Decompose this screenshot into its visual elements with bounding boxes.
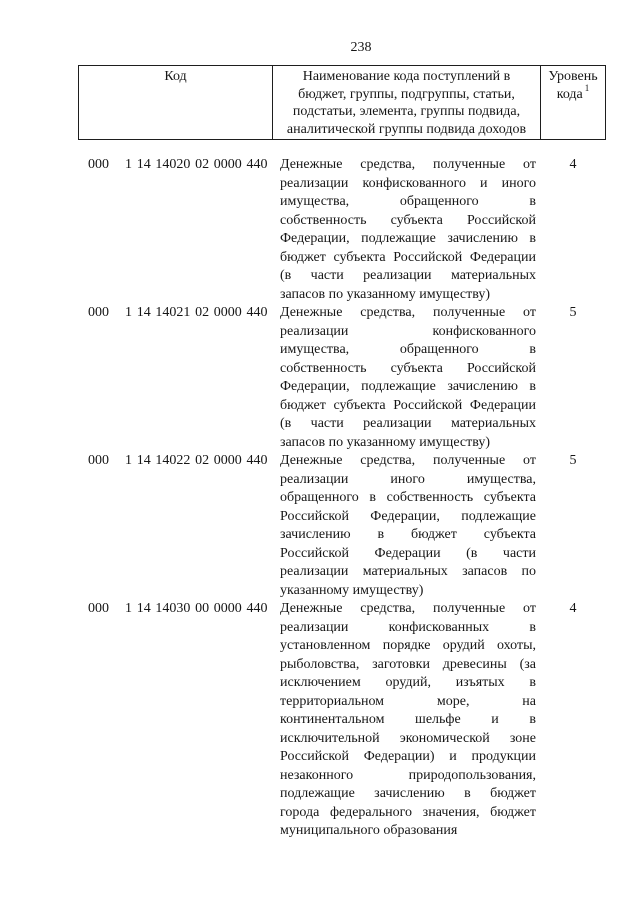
income-name-cell — [280, 304, 536, 452]
table-row — [0, 304, 640, 452]
name-line: собственность субъекта Российской — [280, 212, 536, 228]
admin-code-cell: 000 — [88, 157, 109, 172]
name-line: Российской Федерации (в части — [280, 545, 536, 561]
page-number: 238 — [350, 40, 372, 55]
name-line: подлежащие зачислению в бюджет — [280, 786, 536, 801]
name-line: бюджет субъекта Российской Федерации — [280, 397, 536, 413]
header-code-label: Код — [164, 69, 187, 84]
footnote-marker: 1 — [584, 82, 590, 93]
income-name-cell — [280, 600, 536, 841]
name-line: Денежные средства, полученные от — [280, 453, 536, 468]
name-line: бюджет субъекта Российской Федерации — [280, 249, 536, 265]
name-line: указанному имуществу) — [280, 582, 424, 598]
header-name-cell — [272, 66, 540, 139]
name-line: реализации иного имущества, — [280, 471, 536, 487]
name-line: континентальном шельфе и в — [280, 712, 536, 727]
level-cell: 4 — [569, 601, 577, 616]
name-line: запасов по указанному имуществу) — [280, 434, 491, 450]
name-line: города федерального значения, бюджет — [280, 804, 536, 820]
name-line: Денежные средства, полученные от — [280, 305, 536, 320]
header-name-line: бюджет, группы, подгруппы, статьи, — [298, 86, 515, 102]
name-line: муниципального образования — [280, 823, 458, 838]
name-line: реализации материальных запасов по — [280, 564, 536, 579]
name-line: (в части реализации материальных — [280, 268, 536, 283]
header-level-line: Уровень — [548, 69, 598, 84]
name-line: Федерации, подлежащие зачислению в — [280, 379, 536, 394]
header-level-cell — [540, 66, 605, 139]
admin-code-cell: 000 — [88, 601, 109, 616]
income-name-cell — [280, 156, 536, 304]
name-line: установленном порядке орудий охоты, — [280, 638, 536, 653]
header-level-line — [541, 82, 605, 104]
income-code-cell: 1 14 14022 02 0000 440 — [125, 453, 268, 468]
name-line: реализации конфискованного и иного — [280, 175, 536, 191]
level-cell: 5 — [569, 305, 577, 320]
name-line: реализации конфискованного — [280, 323, 536, 339]
income-code-cell: 1 14 14030 00 0000 440 — [125, 601, 268, 616]
name-line: исключительной экономической зоне — [280, 730, 536, 746]
name-line: (в части реализации материальных — [280, 416, 536, 431]
table-header — [78, 65, 606, 140]
header-name-line: Наименование кода поступлений в — [302, 69, 511, 84]
table-row — [0, 156, 640, 304]
name-line: Федерации, подлежащие зачислению в — [280, 231, 536, 246]
table-body — [0, 156, 640, 841]
name-line: имущества, обращенного в — [280, 194, 536, 209]
admin-code-cell: 000 — [88, 453, 109, 468]
name-line: запасов по указанному имуществу) — [280, 286, 491, 302]
name-line: исключением орудий, изъятых в — [280, 675, 536, 690]
name-line: территориальном море, на — [280, 693, 536, 709]
income-code-cell: 1 14 14020 02 0000 440 — [125, 157, 268, 172]
header-name-line: аналитической группы подвида доходов — [286, 122, 527, 138]
name-line: реализации конфискованных в — [280, 619, 536, 635]
name-line: незаконного природопользования, — [280, 767, 536, 783]
level-cell: 4 — [569, 157, 577, 172]
header-code-cell — [79, 66, 272, 139]
table-row — [0, 600, 640, 841]
admin-code-cell: 000 — [88, 305, 109, 320]
income-name-cell — [280, 452, 536, 600]
name-line: собственность субъекта Российской — [280, 360, 536, 376]
name-line: Российской Федерации, подлежащие — [280, 508, 536, 524]
name-line: рыболовства, заготовки древесины (за — [280, 656, 536, 672]
name-line: Денежные средства, полученные от — [280, 601, 536, 616]
name-line: имущества, обращенного в — [280, 342, 536, 357]
table-row — [0, 452, 640, 600]
level-cell: 5 — [569, 453, 577, 468]
name-line: Денежные средства, полученные от — [280, 157, 536, 172]
header-level-text: кода — [556, 86, 583, 102]
name-line: зачислению в бюджет субъекта — [280, 527, 536, 542]
name-line: обращенного в собственность субъекта — [280, 490, 536, 505]
income-code-cell: 1 14 14021 02 0000 440 — [125, 305, 268, 320]
name-line: Российской Федерации) и продукции — [280, 749, 536, 764]
header-name-line: подстатьи, элемента, группы подвида, — [292, 104, 521, 120]
